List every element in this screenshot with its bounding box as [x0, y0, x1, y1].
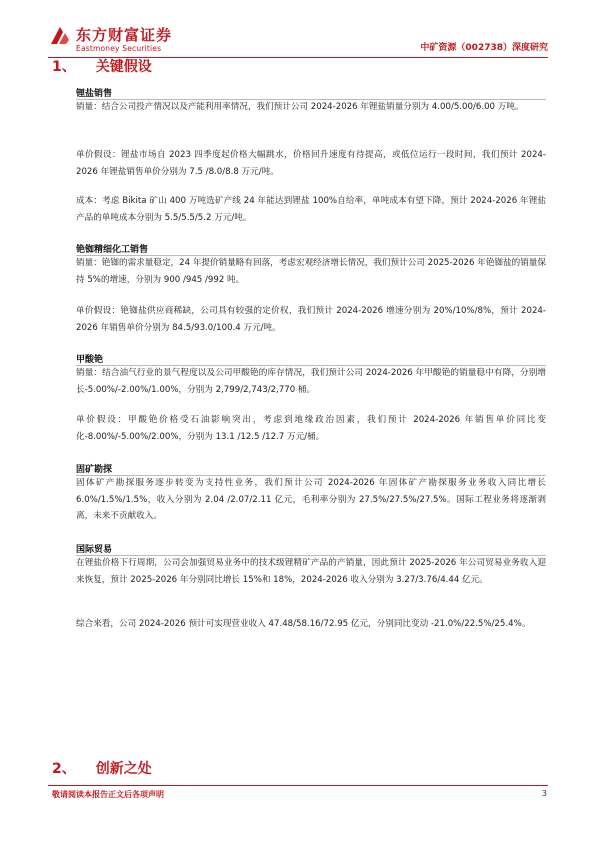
page-number: 3 [541, 789, 547, 798]
section-heading-2 [52, 758, 152, 778]
page-header [48, 22, 548, 58]
block-title-cesium-rubidium-sales: 铯铷精细化工销售 [76, 245, 149, 255]
eastmoney-logo-icon [48, 24, 72, 48]
block-title-solid-mineral-exploration: 固矿勘探 [76, 465, 113, 475]
section-title: 创新之处 [95, 761, 152, 777]
paragraph: 在锂盐价格下行周期，公司会加强贸易业务中的技术级锂精矿产品的产销量，因此预计 2025-2026 年公司贸易业务收入迎来恢复，预计 2025-2026 年分别同比增长 15%和 18%，2024-2026 收入分别为 3.27/3.76/4.44 亿元。 [76, 558, 546, 585]
section-number: 2、 [52, 761, 76, 777]
section-title: 关键假设 [95, 59, 152, 75]
paragraph: 单价假设：锂盐市场自 2023 四季度起价格大幅跳水，价格回升速度有待提高，或低位运行一段时间，我们预计 2024-2026 年锂盐销售单价分别为 7.5 /8.0/8.8 万元/吨。 [76, 150, 546, 177]
paragraph: 成本：考虑 Bikita 矿山 400 万吨选矿产线 24 年能达到锂盐 100%自给率，单吨成本有望下降，预计 2024-2026 年锂盐产品的单吨成本分别为 5.5/5.5/5.2 万元/吨。 [76, 196, 546, 223]
logo-english-name: Eastmoney Securities [76, 44, 162, 53]
paragraph: 销量：铯铷的需求量稳定，24 年提价销量略有回落，考虑宏观经济增长情况，我们预计公司 2025-2026 年铯铷盐的销量保持 5%的增速，分别为 900 /945 /992 吨。 [76, 258, 546, 285]
block-title-international-trade: 国际贸易 [76, 545, 113, 555]
paragraph: 销量：结合油气行业的景气程度以及公司甲酸铯的库存情况，我们预计公司 2024-2026 年甲酸铯的销量稳中有降，分别增长-5.00%/-2.00%/1.00%，分别为 2,799/2,743/2,770 桶。 [76, 368, 546, 395]
summary-paragraph: 综合来看，公司 2024-2026 预计可实现营业收入 47.48/58.16/72.95 亿元，分别同比变动 -21.0%/22.5%/25.4%。 [76, 619, 531, 629]
section-heading-1 [52, 56, 152, 76]
disclaimer-note: 敬请阅读本报告正文后各项声明 [52, 790, 164, 799]
logo-chinese-name: 东方财富证券 [76, 26, 173, 44]
paragraph: 单价假设：铯铷盐供应商稀缺，公司具有较强的定价权，我们预计 2024-2026 增速分别为 20%/10%/8%，预计 2024-2026 年销售单价分别为 84.5/93.0/100.4 万元/吨。 [76, 306, 546, 333]
paragraph: 销量：结合公司投产情况以及产能利用率情况，我们预计公司 2024-2026 年锂盐销量分别为 4.00/5.00/6.00 万吨。 [76, 102, 524, 112]
paragraph: 固体矿产勘探服务逐步转变为支持性业务，我们预计公司 2024-2026 年固体矿产勘探服务业务收入同比增长 6.0%/1.5%/1.5%，收入分别为 2.04 /2.07/2.11 亿元，毛利率分别为 27.5%/27.5%/27.5%。国际工程业务将逐渐剥离，未来不贡献收入。 [76, 478, 546, 521]
block-title-lithium-sales: 锂盐销售 [76, 89, 113, 99]
paragraph: 单价假设：甲酸铯价格受石油影响突出，考虑到地缘政治因素，我们预计 2024-2026 年销售单价同比变化-8.00%/-5.00%/2.00%，分别为 13.1 /12.5 /12.7 万元/桶。 [76, 415, 546, 442]
block-title-cesium-formate: 甲酸铯 [76, 355, 104, 365]
report-tag: 中矿资源（002738）深度研究 [420, 43, 548, 53]
section-number: 1、 [52, 59, 76, 75]
footer-divider [48, 785, 548, 786]
